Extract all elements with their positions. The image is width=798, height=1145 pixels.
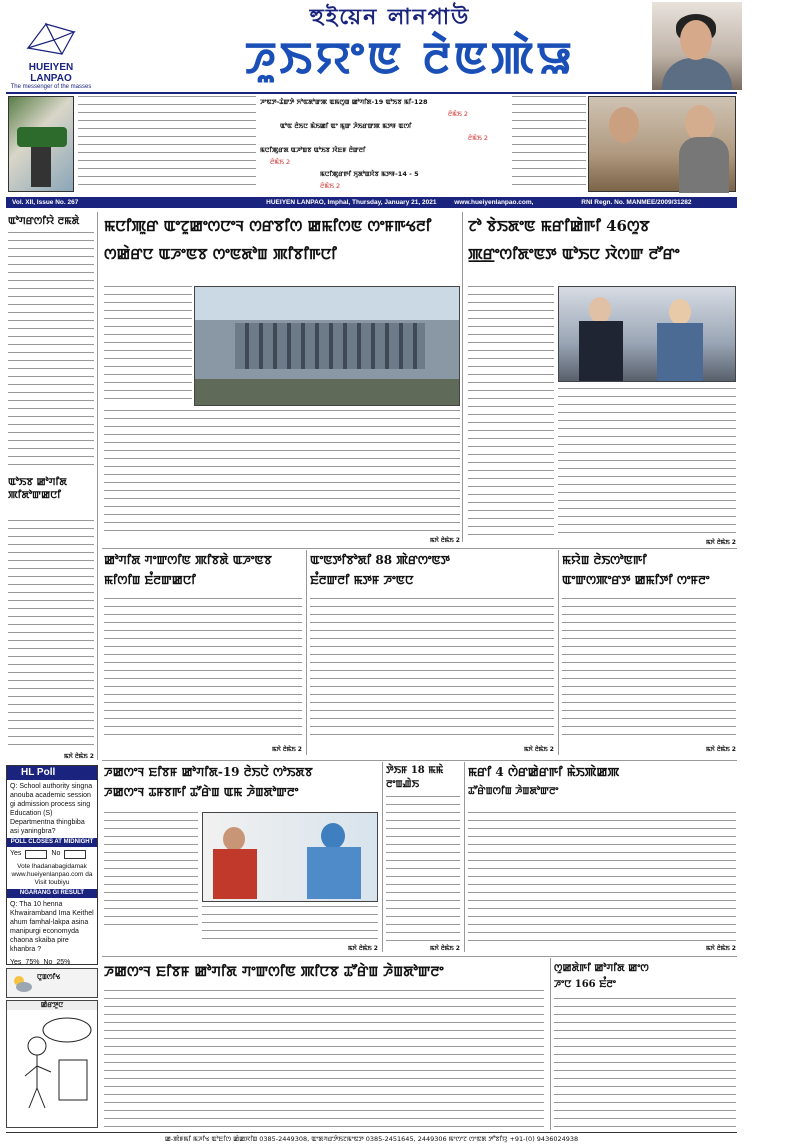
mid-head-1a[interactable]: ꯀꯣꯚꯤꯗ ꯚꯦꯛꯁꯤꯟ ꯄꯤꯕꯗꯥ ꯑꯍꯦꯟꯕ [104,553,272,567]
third-head-2[interactable]: ꯇꯥꯏꯝ 18 ꯃꯃꯥ ꯂꯦꯡꯉꯥꯏ [386,765,444,790]
mid-text-3 [562,598,736,740]
poll-no-label: No [51,850,61,857]
poll-title: HL Poll [7,766,97,780]
third-text-2 [386,796,460,942]
vaccine-photo [202,812,378,902]
masthead [0,0,743,92]
mid-head-2a[interactable]: ꯑꯦꯟꯇꯤꯕꯣꯗꯤ 88 ꯄꯥꯔꯁꯦꯟꯇ [310,553,450,567]
volume-issue: Vol. XII, Issue No. 267 [12,199,79,206]
price: ₹ 3.00 [769,199,788,206]
place-date: HUEIYEN LANPAO, Imphal, Thursday, January 21, 2021 [266,199,437,206]
weather-cloud-icon [11,973,33,995]
teaser-more-1[interactable]: ꯂꯥꯃꯥꯏ 2 [447,110,468,118]
biden-photo [558,286,736,382]
lead-headline[interactable]: ꯃꯅꯤꯄꯨꯔ ꯑꯦꯖꯨꯀꯦꯁꯅꯦꯜ ꯁꯔꯕꯤꯁ ꯀꯃꯤꯁꯟ ꯁꯦꯝꯒꯠꯂꯤ [104,217,432,235]
mid-text-1 [104,598,302,740]
bottom-text-1 [104,990,544,1128]
mid-more-2[interactable]: ꯃꯈꯥ ꯂꯥꯃꯥꯏ 2 [524,746,554,753]
left-text-1 [8,232,94,468]
teaser-more-4[interactable]: ꯂꯥꯃꯥꯏ 2 [320,182,341,190]
logo [8,18,94,90]
mid-text-2 [310,598,554,740]
lead-text-2 [104,410,460,534]
cartoon-box [6,1000,98,1128]
teaser-line-4[interactable]: ꯃꯅꯤꯄꯨꯔꯒꯤ ꯈꯨꯗꯣꯡꯆꯥꯕ ꯃꯇꯝ-14 - 5 [320,170,419,178]
poll-yes-box[interactable] [25,850,47,859]
weather-box [6,968,98,998]
biden-more[interactable]: ꯃꯈꯥ ꯂꯥꯃꯥꯏ 2 [706,539,736,546]
masthead-photo [652,2,742,90]
biden-subhead[interactable]: ꯄ꯭ꯔꯦꯁꯤꯗꯦꯟꯇ ꯑꯣꯏꯅ ꯋꯥꯁꯛ ꯂꯧꯔꯦ [468,245,680,263]
bottom-headline-2a[interactable]: ꯁꯨꯀꯗꯥꯒꯤ ꯀꯣꯚꯤꯗ ꯀꯦꯁ [554,963,649,974]
third-head-3b[interactable]: ꯊꯧꯔꯥꯡꯁꯤꯡ ꯍꯥꯡꯗꯣꯛꯂꯦ [468,786,559,797]
mid-head-2b[interactable]: ꯐꯪꯂꯛꯂꯤ ꯃꯇꯝ ꯍꯦꯟꯅ [310,573,414,587]
bottom-headline-2b[interactable]: ꯍꯦꯅ 166 ꯐꯪꯂꯦ [554,979,616,990]
logo-name-2: LANPAO [30,73,72,84]
left-head-1[interactable]: ꯑꯣꯚꯔꯁꯤꯌꯥ ꯂꯃꯗꯥ [8,216,80,227]
poll-no-box[interactable] [64,850,86,859]
teaser-text-3 [512,96,586,192]
mid-head-3a[interactable]: ꯃꯌꯥꯡ ꯂꯥꯏꯁꯣꯟꯒꯤ [562,553,647,567]
biden-headline[interactable]: ꯖꯣ ꯕꯥꯏꯗꯦꯟ ꯃꯔꯤꯀꯥꯒꯤ 46ꯁꯨꯕ [468,217,650,235]
cartoon-title: ꯀꯥꯔꯇꯨꯅ [7,1001,97,1010]
lead-photo-building [194,286,460,406]
result-yes-value: 75% [25,959,40,966]
hl-poll [6,765,98,965]
title-bengali: হুইয়েন লানপাউ [309,4,471,30]
logo-tagline: The messenger of the masses [10,84,92,90]
third-text-3 [468,812,736,942]
third-more-2[interactable]: ꯃꯈꯥ ꯂꯥꯃꯥꯏ 2 [430,945,460,952]
mid-head-1b[interactable]: ꯃꯤꯁꯤꯡ ꯐꯪꯂꯛꯀꯅꯤ [104,573,196,587]
origami-bird-icon [24,18,78,58]
poll-question: Q: School authority singna anouba academic session gi admission process sing Education (S) Departmentna thingbiba asi yaningbra? [10,783,93,835]
website[interactable]: www.hueiyenlanpao.com, [454,199,534,206]
teaser-more-3[interactable]: ꯂꯥꯃꯥꯏ 2 [270,158,291,166]
lead-subhead[interactable]: ꯁꯀꯥꯔꯅ ꯑꯍꯦꯟꯕ ꯁꯦꯟꯗꯣꯡ ꯄꯤꯕꯤꯒꯅꯤ [104,245,337,263]
poll-result-question: Q: Tha 10 henna Khwairamband Ima Keithel ahum famhal-lakpa asina manipurgi economyda chaona skaiba pire khanbra ? [10,901,94,953]
footer-contact: ꯀ-ꯄꯥꯝꯃꯤ ꯃꯍꯤꯠ ꯑꯣꯐꯤꯁ ꯀꯥꯀꯆꯤꯡ 0385-2449308, ꯑꯦꯗꯚꯔꯇꯥꯏꯖꯃꯦꯟꯇ 0385-2451645, 2449306 ꯃꯦꯁꯦꯖ ꯁꯦꯟꯗ ꯇꯧꯕꯤꯌꯨ +91-(0) 9436024938 [6,1132,737,1144]
teaser-text-1 [78,96,256,192]
lead-text-1 [104,286,192,406]
biden-text-2 [558,388,736,536]
issue-info-bar [6,197,788,208]
left-more[interactable]: ꯃꯈꯥ ꯂꯥꯃꯥꯏ 2 [64,753,94,760]
title-meitei: ꯍꯨꯏꯌꯦꯟ ꯂꯥꯟꯄꯥꯎ [244,33,576,84]
lead-more[interactable]: ꯃꯈꯥ ꯂꯥꯃꯥꯏ 2 [430,537,460,544]
third-text-1 [104,812,198,932]
third-head-1a[interactable]: ꯍꯀꯁꯦꯜ ꯐꯤꯕꯝ ꯀꯣꯚꯤꯗ-19 ꯂꯥꯏꯅꯥ ꯁꯣꯏꯗꯕ [104,765,313,779]
teaser-more-2[interactable]: ꯂꯥꯃꯥꯏ 2 [467,134,488,142]
third-more-1[interactable]: ꯃꯈꯥ ꯂꯥꯃꯥꯏ 2 [348,945,378,952]
biden-text-1 [468,286,554,536]
result-yes-label: Yes [10,959,22,966]
teaser-photo-3 [588,96,736,192]
teaser-line-1[interactable]: ꯍꯦꯟꯇ-ꯊꯥꯛꯇꯥ ꯈꯣꯟꯗꯣꯛꯄ ꯑꯃꯁꯨꯡ ꯀꯣꯚꯤꯗ-19 ꯑꯣꯏꯕ ꯃꯤ-128 [260,98,428,106]
poll-closes: POLL CLOSES AT MIDNIGHT [7,838,97,847]
left-head-2[interactable]: ꯑꯣꯏꯕ ꯀꯣꯚꯤꯗ ꯄꯤꯗꯣꯛꯀꯅꯤ [8,477,67,501]
third-text-1b [202,906,378,942]
teaser-line-2[interactable]: ꯑꯣꯟ ꯂꯥꯏꯅ ꯃꯥꯏꯀꯤ ꯑꯦ ꯃꯨꯛ ꯍꯥꯏꯔꯛꯄ ꯃꯇꯝ ꯑꯁꯤ [280,122,412,130]
mid-more-1[interactable]: ꯃꯈꯥ ꯂꯥꯃꯥꯏ 2 [272,746,302,753]
logo-name-1: HUEIYEN [28,62,74,73]
mid-head-3b[interactable]: ꯑꯦꯛꯁꯄꯦꯔꯇ ꯀꯃꯤꯇꯤ ꯁꯦꯝꯂꯦ [562,573,710,587]
third-more-3[interactable]: ꯃꯈꯥ ꯂꯥꯃꯥꯏ 2 [706,945,736,952]
weather-title: ꯅꯨꯡꯁꯤꯠ [37,973,61,981]
poll-yes-label: Yes [10,850,22,857]
bottom-text-2 [554,998,736,1128]
poll-vote-instructions[interactable]: Vote lhadanabagidamak www.hueiyenlanpao.com da Visit toubiyu [11,863,93,886]
left-text-2 [8,520,94,750]
poll-options [7,847,97,861]
third-head-3a[interactable]: ꯃꯔꯤ 4 ꯁꯥꯔꯀꯥꯔꯒꯤ ꯃꯥꯏꯄꯥꯀꯄ [468,765,620,779]
poll-result-head: NGARANG GI RESULT [7,889,97,898]
result-no-value: 25% [56,959,71,966]
third-head-1b[interactable]: ꯍꯀꯁꯦꯜ ꯊꯝꯕꯒꯤ ꯊꯧꯔꯥꯡ ꯑꯃ ꯍꯥꯡꯗꯣꯛꯂꯦ [104,785,299,799]
bottom-headline-1[interactable]: ꯍꯀꯁꯦꯜ ꯐꯤꯕꯝ ꯀꯣꯚꯤꯗ ꯚꯦꯛꯁꯤꯟ ꯄꯤꯅꯕ ꯊꯧꯔꯥꯡ ꯍꯥꯡꯗꯣꯛꯂꯦ [104,964,444,980]
result-no-label: No [43,959,53,966]
cartoon-drawing [7,1010,95,1120]
teaser-photo-1 [8,96,74,192]
teaser-line-3[interactable]: ꯃꯅꯤꯄꯨꯔꯗ ꯑꯍꯣꯡꯕ ꯑꯣꯏꯕ ꯋꯥꯐꯝ ꯂꯥꯛꯂꯤ [260,146,366,154]
mid-more-3[interactable]: ꯃꯈꯥ ꯂꯥꯃꯥꯏ 2 [706,746,736,753]
rni-regn: RNI Regn. No. MANMEE/2009/31282 [581,199,692,206]
teaser-headlines [260,96,508,192]
